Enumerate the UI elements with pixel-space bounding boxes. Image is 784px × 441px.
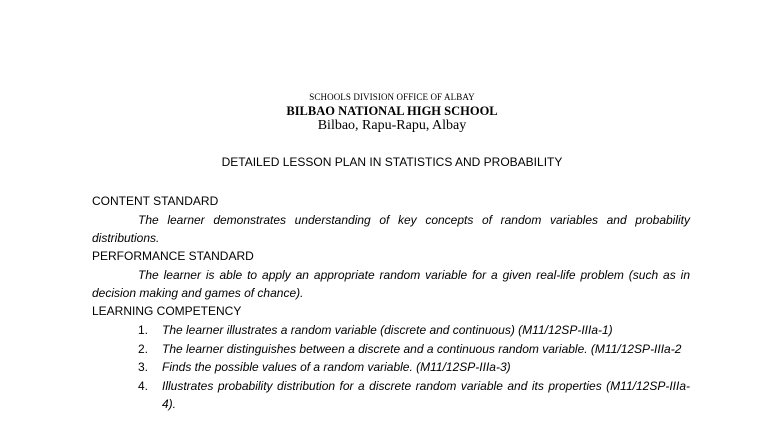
performance-standard-heading: PERFORMANCE STANDARD bbox=[92, 249, 254, 263]
division-office-line: SCHOOLS DIVISION OFFICE OF ALBAY bbox=[309, 92, 475, 102]
list-item-number: 1. bbox=[138, 323, 149, 337]
performance-standard-text: The learner is able to apply an appropriate random variable for a given real-life problem (such as in decision making and games of chance). bbox=[92, 267, 690, 300]
list-item-text: The learner illustrates a random variable (discrete and continuous) (M11/12SP-IIIa-1) bbox=[162, 323, 613, 337]
list-item bbox=[92, 358, 690, 377]
school-name: BILBAO NATIONAL HIGH SCHOOL bbox=[286, 104, 498, 118]
list-item bbox=[92, 340, 690, 359]
learning-competency-heading: LEARNING COMPETENCY bbox=[92, 304, 242, 318]
content-standard-heading: CONTENT STANDARD bbox=[92, 194, 219, 208]
content-standard-text: The learner demonstrates understanding of key concepts of random variables and probability distributions. bbox=[92, 212, 690, 245]
document-title: DETAILED LESSON PLAN IN STATISTICS AND PROBABILITY bbox=[221, 155, 563, 169]
school-address: Bilbao, Rapu-Rapu, Albay bbox=[317, 118, 467, 133]
list-item-text: The learner distinguishes between a discrete and a continuous random variable. (M11/12SP-IIIa-2 bbox=[162, 341, 682, 356]
list-item-number: 2. bbox=[138, 341, 149, 356]
list-item-text: Finds the possible values of a random variable. (M11/12SP-IIIa-3) bbox=[162, 360, 511, 374]
list-item-number: 3. bbox=[138, 360, 149, 374]
performance-standard-section bbox=[92, 247, 690, 303]
list-item-text: Illustrates probability distribution for a discrete random variable and its properties (M11/12SP-IIIa-4). bbox=[162, 378, 690, 411]
list-item bbox=[92, 377, 690, 414]
learning-competency-list bbox=[92, 321, 690, 414]
list-item-number: 4. bbox=[138, 378, 149, 393]
content-standard-section bbox=[92, 192, 690, 248]
list-item bbox=[92, 321, 690, 340]
